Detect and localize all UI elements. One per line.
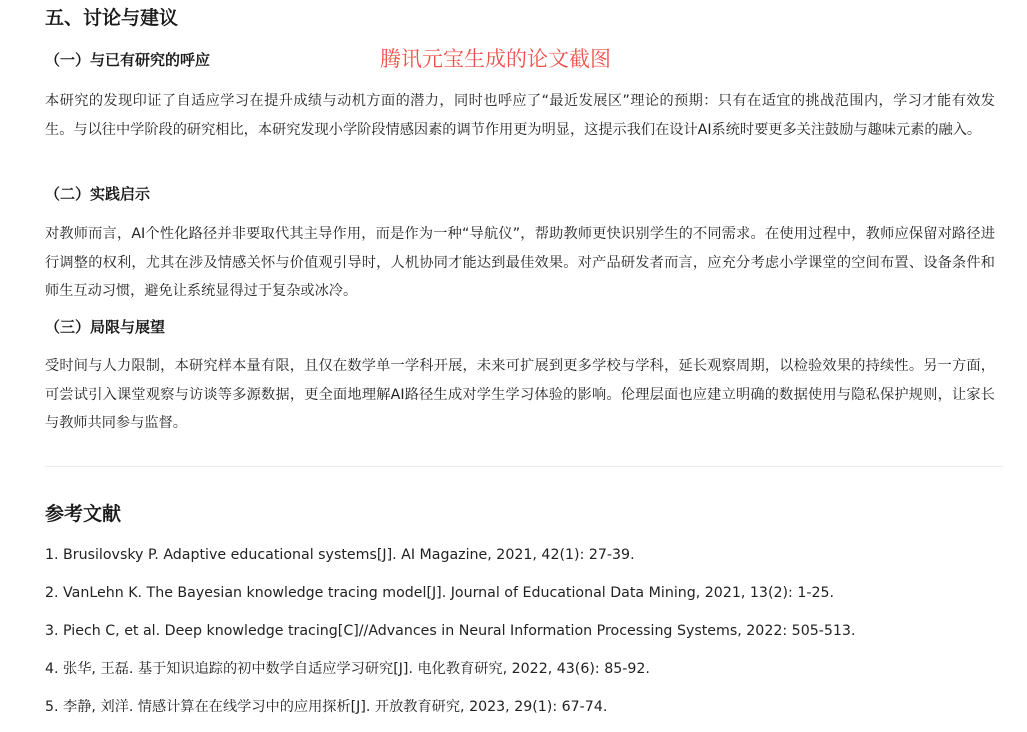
reference-item-2: 2. VanLehn K. The Bayesian knowledge tracing model[J]. Journal of Educational Data Mining, 2021, 13(2): 1-25. — [45, 585, 835, 601]
subsection-body-1: 本研究的发现印证了自适应学习在提升成绩与动机方面的潜力，同时也呼应了“最近发展区”理论的预期：只有在适宜的挑战范围内，学习才能有效发生。与以往中学阶段的研究相比，本研究发现小学阶段情感因素的调节作用更为明显，这提示我们在设计AI系统时要更多关注鼓励与趣味元素的融入。 — [45, 93, 995, 138]
section-divider — [45, 466, 1003, 467]
subsection-title-2: （二）实践启示 — [45, 185, 151, 203]
reference-item-5: 5. 李静, 刘洋. 情感计算在在线学习中的应用探析[J]. 开放教育研究, 2023, 29(1): 67-74. — [45, 699, 608, 715]
subsection-body-2: 对教师而言，AI个性化路径并非要取代其主导作用，而是作为一种“导航仪”，帮助教师更快识别学生的不同需求。在使用过程中，教师应保留对路径进行调整的权利，尤其在涉及情感关怀与价值观引导时，人机协同才能达到最佳效果。对产品研发者而言，应充分考虑小学课堂的空间布置、设备条件和师生互动习惯，避免让系统显得过于复杂或冰冷。 — [45, 226, 995, 299]
watermark-caption: 腾讯元宝生成的论文截图 — [380, 47, 611, 71]
references-title: 参考文献 — [45, 503, 122, 525]
reference-item-3: 3. Piech C, et al. Deep knowledge tracing[C]//Advances in Neural Information Processing Systems, 2022: 505-513. — [45, 623, 856, 639]
subsection-title-1: （一）与已有研究的呼应 — [45, 51, 211, 69]
reference-item-1: 1. Brusilovsky P. Adaptive educational systems[J]. AI Magazine, 2021, 42(1): 27-39. — [45, 547, 635, 563]
reference-item-4: 4. 张华, 王磊. 基于知识追踪的初中数学自适应学习研究[J]. 电化教育研究, 2022, 43(6): 85-92. — [45, 661, 650, 677]
section-title: 五、讨论与建议 — [45, 7, 179, 29]
subsection-title-3: （三）局限与展望 — [45, 318, 166, 336]
subsection-body-3: 受时间与人力限制，本研究样本量有限，且仅在数学单一学科开展，未来可扩展到更多学校与学科，延长观察周期，以检验效果的持续性。另一方面，可尝试引入课堂观察与访谈等多源数据，更全面地理解AI路径生成对学生学习体验的影响。伦理层面也应建立明确的数据使用与隐私保护规则，让家长与教师共同参与监督。 — [45, 358, 995, 431]
